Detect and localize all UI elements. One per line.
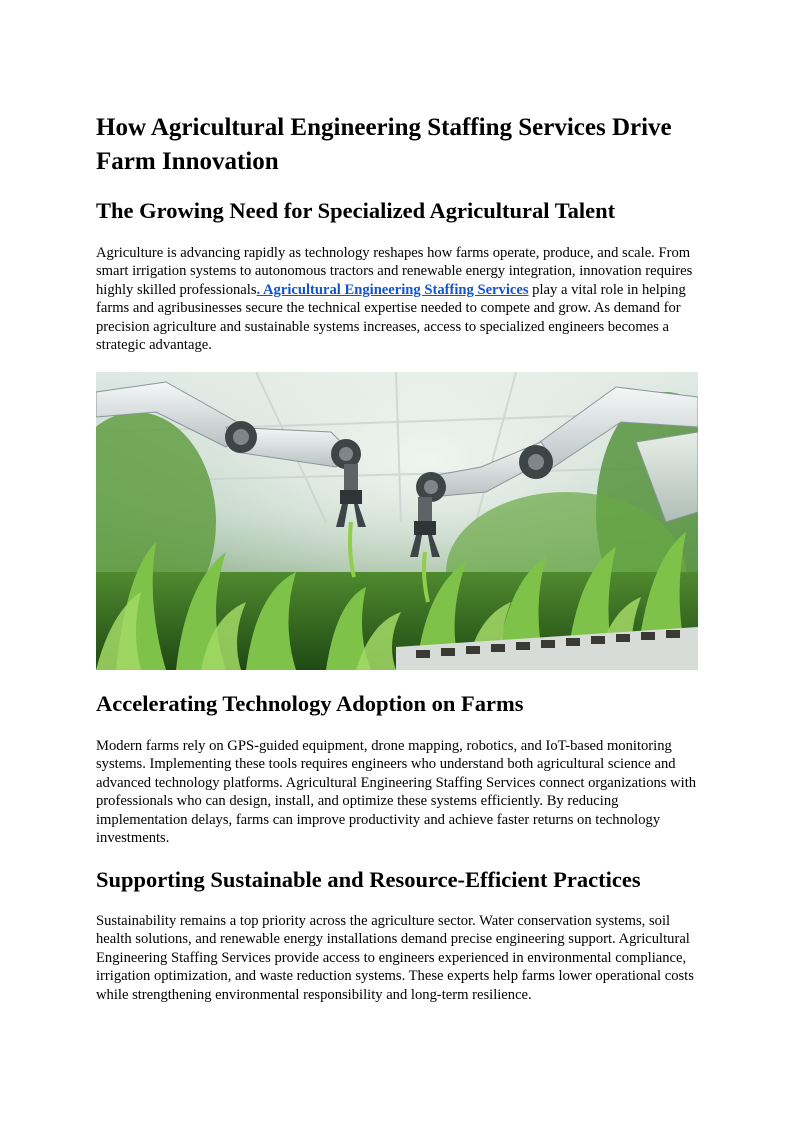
staffing-services-link[interactable]: . Agricultural Engineering Staffing Services <box>256 281 529 298</box>
paragraph-text: play a vital role in helping farms and agribusinesses secure the technical expertise needed to compete and grow. As demand for precision agriculture and sustainable systems increases, access to specialized engineers becomes a strategic advantage. <box>96 281 686 354</box>
section-paragraph-talent <box>96 244 699 354</box>
section-heading-talent: The Growing Need for Specialized Agricultural Talent <box>96 198 616 223</box>
section-paragraph-technology: Modern farms rely on GPS-guided equipment, drone mapping, robotics, and IoT-based monitoring systems. Implementing these tools requires engineers who understand both agricultural science and advanced technology platforms. Agricultural Engineering Staffing Services connect organizations with professionals who can design, install, and optimize these systems efficiently. By reducing implementation delays, farms can improve productivity and achieve faster returns on technology investments. <box>96 738 697 847</box>
section-heading-technology: Accelerating Technology Adoption on Farms <box>96 691 524 716</box>
greenhouse-robotics-image <box>96 372 698 670</box>
paragraph-text: Agriculture is advancing rapidly as technology reshapes how farms operate, produce, and scale. From smart irrigation systems to autonomous tractors and renewable energy integration, innovation requires highly skilled professionals <box>96 245 693 298</box>
section-paragraph-sustainability: Sustainability remains a top priority across the agriculture sector. Water conservation systems, soil health solutions, and renewable energy installations demand precise engineering support. Agricultural Engineering Staffing Services provide access to engineers experienced in environmental compliance, irrigation optimization, and waste reduction systems. These experts help farms lower operational costs while strengthening environmental responsibility and long-term resilience. <box>96 913 694 1003</box>
document-title: How Agricultural Engineering Staffing Services Drive Farm Innovation <box>96 114 672 175</box>
section-heading-sustainability: Supporting Sustainable and Resource-Efficient Practices <box>96 867 641 892</box>
